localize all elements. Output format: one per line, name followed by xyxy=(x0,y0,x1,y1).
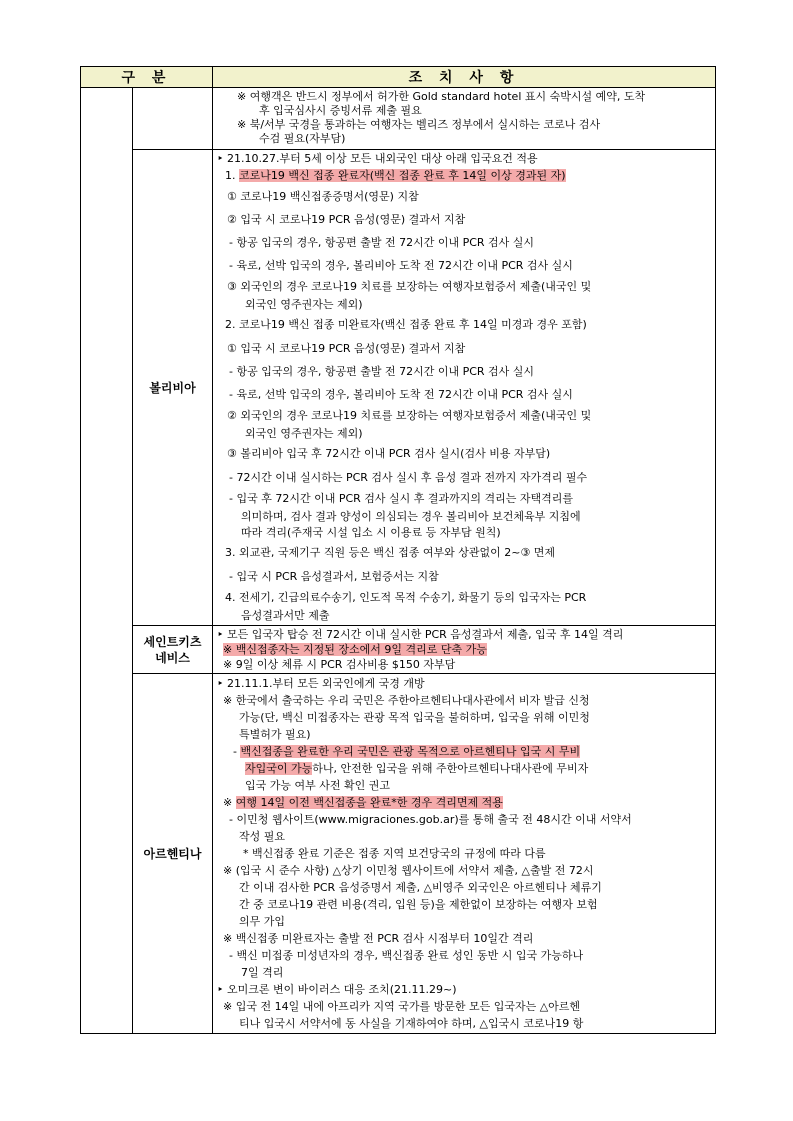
text-line xyxy=(217,565,711,588)
line-text-rest: 하나, 안전한 입국을 위해 주한아르헨티나대사관에 무비자 xyxy=(312,762,589,775)
text-line xyxy=(217,406,711,426)
text-line xyxy=(217,828,711,845)
text-line xyxy=(217,998,711,1015)
text-line xyxy=(217,525,711,541)
line-text: 4. 전세기, 긴급의료수송기, 인도적 목적 수송기, 화물기 등의 입국자는 PCR xyxy=(225,591,587,604)
highlighted-text: 여행 14일 이전 백신접종을 완료*한 경우 격리면제 적용 xyxy=(235,796,503,809)
line-text: 7일 격리 xyxy=(241,966,284,979)
text-line xyxy=(217,254,711,277)
line-text: 외국인 영주권자는 제외) xyxy=(245,298,363,311)
line-text: - 이민청 웹사이트(www.migraciones.gob.ar)를 통해 출국 전 48시간 이내 서약서 xyxy=(229,813,632,826)
text-line xyxy=(217,231,711,254)
text-line xyxy=(217,692,711,709)
line-text: ‣ 21.10.27.부터 5세 이상 모든 내외국인 대상 아래 입국요건 적용 xyxy=(217,152,538,165)
line-text: - 항공 입국의 경우, 항공편 출발 전 72시간 이내 PCR 검사 실시 xyxy=(229,365,535,378)
line-text: ※ 입국 전 14일 내에 아프리카 지역 국가를 방문한 모든 입국자는 △아르헨 xyxy=(223,1000,581,1013)
text-line xyxy=(217,383,711,406)
country-label-bolivia: 볼리비아 xyxy=(133,150,213,626)
bolivia-content xyxy=(213,150,716,626)
line-text: ※ xyxy=(223,796,236,809)
line-text: 외국인 영주권자는 제외) xyxy=(245,427,363,440)
text-line xyxy=(217,642,711,657)
text-line xyxy=(217,277,711,297)
text-line xyxy=(217,118,711,132)
country-label-argentina: 아르헨티나 xyxy=(133,674,213,1034)
text-line xyxy=(217,862,711,879)
header-category: 구 분 xyxy=(81,67,213,88)
text-line xyxy=(217,930,711,947)
line-text: ※ 백신접종 미완료자는 출발 전 PCR 검사 시점부터 10일간 격리 xyxy=(223,932,534,945)
country-label-line1: 세인트키츠 xyxy=(143,634,202,649)
header-measures: 조 치 사 항 xyxy=(213,67,716,88)
text-line xyxy=(217,426,711,442)
row-continued-content xyxy=(213,88,716,150)
line-text: ※ (입국 시 준수 사항) △상기 이민청 웹사이트에 서약서 제출, △출발 전 72시 xyxy=(223,864,594,877)
line-text: - 항공 입국의 경우, 항공편 출발 전 72시간 이내 PCR 검사 실시 xyxy=(229,236,535,249)
text-line xyxy=(217,442,711,466)
text-line xyxy=(217,794,711,811)
line-text: ※ 북/서부 국경을 통과하는 여행자는 벨리즈 정부에서 실시하는 코로나 검사 xyxy=(237,118,601,131)
row-bolivia xyxy=(81,150,716,626)
line-text: ※ 한국에서 출국하는 우리 국민은 주한아르헨티나대사관에서 비자 발급 신청 xyxy=(223,694,590,707)
text-line xyxy=(217,166,711,185)
line-text: 입국 가능 여부 사전 확인 권고 xyxy=(245,779,390,792)
text-line xyxy=(217,489,711,509)
text-line xyxy=(217,151,711,166)
line-text: 따라 격리(주재국 시설 입소 시 이용료 등 자부담 원칙) xyxy=(241,526,501,539)
text-line xyxy=(217,743,711,760)
text-line xyxy=(217,896,711,913)
line-text: ※ 9일 이상 체류 시 PCR 검사비용 $150 자부담 xyxy=(223,658,456,671)
line-text: ‣ 오미크론 변이 바이러스 대응 조치(21.11.29~) xyxy=(217,983,457,996)
line-text: * 백신접종 완료 기준은 접종 지역 보건당국의 규정에 따라 다름 xyxy=(243,847,546,860)
text-line xyxy=(217,657,711,672)
text-line xyxy=(217,608,711,624)
line-text: 가능(단, 백신 미접종자는 관광 목적 입국을 불허하며, 입국을 위해 이민청 xyxy=(239,711,590,724)
text-line xyxy=(217,627,711,642)
text-line xyxy=(217,964,711,981)
highlighted-text: 자입국이 가능 xyxy=(245,762,313,775)
text-line xyxy=(217,313,711,337)
text-line xyxy=(217,913,711,930)
measures-table xyxy=(80,66,716,1034)
line-text: - 백신 미접종 미성년자의 경우, 백신접종 완료 성인 동반 시 입국 가능하나 xyxy=(229,949,584,962)
line-text: 티나 입국시 서약서에 동 사실을 기재하여야 하며, △입국시 코로나19 항 xyxy=(239,1017,584,1030)
line-text: 1. xyxy=(225,169,239,182)
line-text: 후 입국심사시 증빙서류 제출 필요 xyxy=(259,104,422,117)
line-text: ③ 볼리비아 입국 후 72시간 이내 PCR 검사 실시(검사 비용 자부담) xyxy=(227,447,551,460)
text-line xyxy=(217,981,711,998)
row-continued-label xyxy=(133,88,213,150)
line-text: - 72시간 이내 실시하는 PCR 검사 실시 후 음성 결과 전까지 자가격리 필수 xyxy=(229,471,588,484)
line-text: - xyxy=(233,745,241,758)
document-page xyxy=(80,66,715,1034)
text-line xyxy=(217,588,711,608)
country-label-line2: 네비스 xyxy=(155,650,190,665)
text-line xyxy=(217,947,711,964)
line-text: - 입국 시 PCR 음성결과서, 보험증서는 지참 xyxy=(229,570,439,583)
text-line xyxy=(217,760,711,777)
line-text: ‣ 모든 입국자 탑승 전 72시간 이내 실시한 PCR 음성결과서 제출, 입국 후 14일 격리 xyxy=(217,628,624,641)
line-text: 의미하며, 검사 결과 양성이 의심되는 경우 볼리비아 보건체육부 지침에 xyxy=(241,510,581,523)
line-text: - 입국 후 72시간 이내 PCR 검사 실시 후 결과까지의 격리는 자택격리를 xyxy=(229,492,574,505)
text-line xyxy=(217,185,711,208)
text-line xyxy=(217,726,711,743)
text-line xyxy=(217,90,711,104)
line-text: 작성 필요 xyxy=(239,830,286,843)
text-line xyxy=(217,104,711,118)
line-text: ② 입국 시 코로나19 PCR 음성(영문) 결과서 지참 xyxy=(227,213,466,226)
highlighted-text: ※ 백신접종자는 지정된 장소에서 9일 격리로 단축 가능 xyxy=(223,643,487,656)
text-line xyxy=(217,675,711,692)
text-line xyxy=(217,360,711,383)
text-line xyxy=(217,466,711,489)
country-label-saint-kitts-nevis xyxy=(133,626,213,674)
left-blank-column xyxy=(81,88,133,1034)
text-line xyxy=(217,709,711,726)
line-text: ① 코로나19 백신접종증명서(영문) 지참 xyxy=(227,190,419,203)
line-text: 간 이내 검사한 PCR 음성증명서 제출, △비영주 외국인은 아르헨티나 체류기 xyxy=(239,881,602,894)
argentina-content xyxy=(213,674,716,1034)
line-text: ※ 여행객은 반드시 정부에서 허가한 Gold standard hotel 표시 숙박시설 예약, 도착 xyxy=(237,90,646,103)
text-line xyxy=(217,811,711,828)
line-text: - 육로, 선박 입국의 경우, 볼리비아 도착 전 72시간 이내 PCR 검사 실시 xyxy=(229,388,573,401)
line-text: 2. 코로나19 백신 접종 미완료자(백신 접종 완료 후 14일 미경과 경우 포함) xyxy=(225,318,587,331)
line-text: ‣ 21.11.1.부터 모든 외국인에게 국경 개방 xyxy=(217,677,425,690)
text-line xyxy=(217,1015,711,1032)
text-line xyxy=(217,208,711,231)
text-line xyxy=(217,132,711,146)
line-text: - 육로, 선박 입국의 경우, 볼리비아 도착 전 72시간 이내 PCR 검사 실시 xyxy=(229,259,573,272)
saint-kitts-nevis-content xyxy=(213,626,716,674)
table-header-row xyxy=(81,67,716,88)
row-continued xyxy=(81,88,716,150)
row-saint-kitts-nevis xyxy=(81,626,716,674)
line-text: 간 중 코로나19 관련 비용(격리, 입원 등)을 제한없이 보장하는 여행자 보험 xyxy=(239,898,598,911)
line-text: ③ 외국인의 경우 코로나19 치료를 보장하는 여행자보험증서 제출(내국인 및 xyxy=(227,280,592,293)
line-text: ② 외국인의 경우 코로나19 치료를 보장하는 여행자보험증서 제출(내국인 및 xyxy=(227,409,592,422)
text-line xyxy=(217,297,711,313)
text-line xyxy=(217,879,711,896)
text-line xyxy=(217,337,711,360)
highlighted-text: 백신접종을 완료한 우리 국민은 관광 목적으로 아르헨티나 입국 시 무비 xyxy=(240,745,581,758)
line-text: 3. 외교관, 국제기구 직원 등은 백신 접종 여부와 상관없이 2~③ 면제 xyxy=(225,546,556,559)
text-line xyxy=(217,541,711,565)
text-line xyxy=(217,845,711,862)
highlighted-text: 코로나19 백신 접종 완료자(백신 접종 완료 후 14일 이상 경과된 자) xyxy=(239,169,566,182)
text-line xyxy=(217,509,711,525)
row-argentina xyxy=(81,674,716,1034)
line-text: 음성결과서만 제출 xyxy=(241,609,330,622)
text-line xyxy=(217,777,711,794)
line-text: ① 입국 시 코로나19 PCR 음성(영문) 결과서 지참 xyxy=(227,342,466,355)
line-text: 특별허가 필요) xyxy=(239,728,311,741)
line-text: 수검 필요(자부담) xyxy=(259,132,346,145)
line-text: 의무 가입 xyxy=(239,915,286,928)
